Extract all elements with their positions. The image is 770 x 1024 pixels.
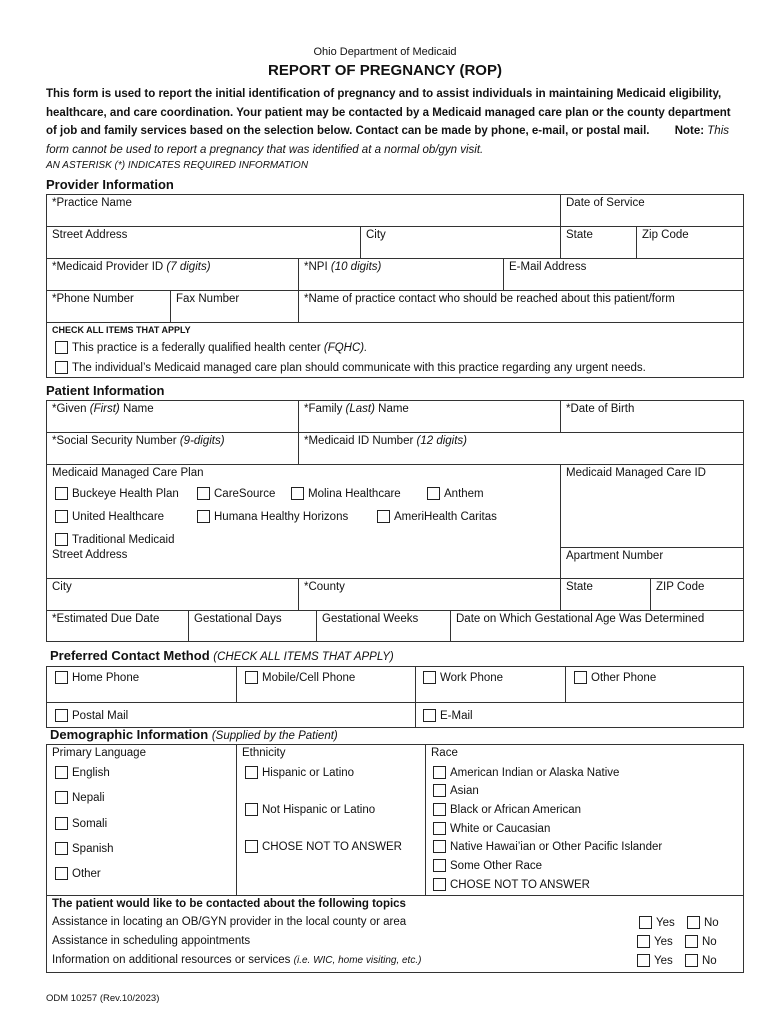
given-name-field[interactable]: *Given (First) Name bbox=[47, 401, 299, 433]
medicaid-provider-id-hint: (7 digits) bbox=[166, 261, 211, 273]
plan-buckeye-checkbox[interactable] bbox=[55, 487, 68, 500]
practice-contact-field[interactable]: *Name of practice contact who should be reached about this patient/form bbox=[299, 291, 743, 323]
gestational-date-field[interactable]: Date on Which Gestational Age Was Determined bbox=[456, 613, 705, 625]
race-asian-checkbox[interactable] bbox=[433, 784, 446, 797]
provider-phone-field[interactable]: *Phone Number bbox=[47, 291, 171, 323]
language-other-checkbox[interactable] bbox=[55, 867, 68, 880]
topic-ob-gyn-no-checkbox[interactable] bbox=[687, 916, 700, 929]
language-english-checkbox[interactable] bbox=[55, 766, 68, 779]
county-field[interactable]: *County bbox=[299, 579, 561, 611]
contact-section-title: Preferred Contact Method (CHECK ALL ITEMS THAT APPLY) bbox=[50, 648, 394, 663]
plan-traditional-checkbox[interactable] bbox=[55, 533, 68, 546]
ethnicity-not-hispanic-row[interactable]: Not Hispanic or Latino bbox=[245, 803, 375, 816]
plan-united-row[interactable]: United Healthcare bbox=[55, 510, 164, 523]
agency-name: Ohio Department of Medicaid bbox=[313, 46, 457, 58]
topic-ob-gyn-yes-row[interactable]: Yes bbox=[639, 916, 675, 929]
provider-email-field[interactable]: E-Mail Address bbox=[504, 259, 743, 291]
topics-title: The patient would like to be contacted about the following topics bbox=[52, 898, 406, 910]
contact-other-row[interactable]: Other Phone bbox=[574, 671, 656, 684]
intro-paragraph bbox=[46, 85, 736, 159]
plan-traditional-row[interactable]: Traditional Medicaid bbox=[55, 533, 174, 546]
contact-mobile-row[interactable]: Mobile/Cell Phone bbox=[245, 671, 355, 684]
plan-amerihealth-row[interactable]: AmeriHealth Caritas bbox=[377, 510, 497, 523]
contact-work-checkbox[interactable] bbox=[423, 671, 436, 684]
language-spanish-checkbox[interactable] bbox=[55, 842, 68, 855]
race-black-row[interactable]: Black or African American bbox=[433, 803, 581, 816]
family-name-field[interactable]: *Family (Last) Name bbox=[299, 401, 561, 433]
fqhc-label: This practice is a federally qualified health center (FQHC). bbox=[72, 341, 368, 354]
note-label: Note: bbox=[674, 125, 705, 137]
provider-section-title: Provider Information bbox=[46, 177, 174, 192]
plan-molina-row[interactable]: Molina Healthcare bbox=[291, 487, 401, 500]
language-spanish-row[interactable]: Spanish bbox=[55, 842, 114, 855]
medicaid-id-field[interactable]: *Medicaid ID Number (12 digits) bbox=[299, 433, 743, 465]
note-text: This form cannot be used to report a pregnancy that was identified at a normal ob/gyn visit. bbox=[46, 125, 730, 156]
required-note: AN ASTERISK (*) INDICATES REQUIRED INFORMATION bbox=[46, 160, 309, 171]
managed-care-id-field[interactable]: Medicaid Managed Care ID bbox=[566, 467, 706, 479]
due-date-field[interactable]: *Estimated Due Date bbox=[47, 611, 189, 642]
patient-info-grid bbox=[46, 400, 744, 642]
patient-zip-field[interactable]: ZIP Code bbox=[651, 579, 743, 611]
provider-state-field[interactable]: State bbox=[561, 227, 637, 259]
plan-amerihealth-checkbox[interactable] bbox=[377, 510, 390, 523]
topics-grid bbox=[46, 895, 744, 973]
provider-zip-field[interactable]: Zip Code bbox=[637, 227, 743, 259]
ssn-field[interactable]: *Social Security Number (9-digits) bbox=[47, 433, 299, 465]
race-white-checkbox[interactable] bbox=[433, 822, 446, 835]
demographic-section-title: Demographic Information (Supplied by the Patient) bbox=[50, 727, 338, 742]
plan-molina-checkbox[interactable] bbox=[291, 487, 304, 500]
ethnicity-hispanic-checkbox[interactable] bbox=[245, 766, 258, 779]
contact-postal-row[interactable]: Postal Mail bbox=[55, 709, 128, 722]
race-white-row[interactable]: White or Caucasian bbox=[433, 822, 550, 835]
language-somali-checkbox[interactable] bbox=[55, 817, 68, 830]
topic-resources-label: Information on additional resources or services (i.e. WIC, home visiting, etc.) bbox=[52, 954, 422, 966]
race-american-indian-row[interactable]: American Indian or Alaska Native bbox=[433, 766, 619, 779]
race-pacific-islander-checkbox[interactable] bbox=[433, 840, 446, 853]
contact-method-grid bbox=[46, 666, 744, 728]
race-other-checkbox[interactable] bbox=[433, 859, 446, 872]
mcp-communicate-checkbox[interactable] bbox=[55, 361, 68, 374]
race-american-indian-checkbox[interactable] bbox=[433, 766, 446, 779]
plan-anthem-checkbox[interactable] bbox=[427, 487, 440, 500]
topic-scheduling-yes-checkbox[interactable] bbox=[637, 935, 650, 948]
language-other-row[interactable]: Other bbox=[55, 867, 101, 880]
demographic-grid bbox=[46, 744, 744, 896]
race-no-answer-row[interactable]: CHOSE NOT TO ANSWER bbox=[433, 878, 590, 891]
topic-scheduling-label: Assistance in scheduling appointments bbox=[52, 935, 251, 947]
contact-email-row[interactable]: E-Mail bbox=[423, 709, 473, 722]
form-title: REPORT OF PREGNANCY (ROP) bbox=[268, 62, 502, 79]
topic-scheduling-no-row[interactable]: No bbox=[685, 935, 717, 948]
date-of-service-field[interactable]: Date of Service bbox=[561, 195, 743, 227]
topic-scheduling-no-checkbox[interactable] bbox=[685, 935, 698, 948]
apartment-field[interactable]: Apartment Number bbox=[561, 547, 743, 579]
race-column: Race bbox=[431, 747, 458, 759]
ethnicity-not-hispanic-checkbox[interactable] bbox=[245, 803, 258, 816]
topic-scheduling-yes-row[interactable]: Yes bbox=[637, 935, 673, 948]
contact-home-row[interactable]: Home Phone bbox=[55, 671, 139, 684]
intro-text: This form is used to report the initial identification of pregnancy and to assist individuals in maintaining Medicaid eligibility, healthcare, and care coordination. Your patient may be contacted by a Medicaid managed care plan or the county department of job and family services based on the selection below. Contact can be made by phone, e-mail, or postal mail. bbox=[46, 88, 731, 137]
date-of-birth-field[interactable]: *Date of Birth bbox=[561, 401, 743, 433]
language-nepali-checkbox[interactable] bbox=[55, 791, 68, 804]
provider-info-grid bbox=[46, 194, 744, 378]
patient-street-field[interactable]: Street Address bbox=[47, 547, 561, 579]
race-black-checkbox[interactable] bbox=[433, 803, 446, 816]
plan-caresource-row[interactable]: CareSource bbox=[197, 487, 275, 500]
contact-other-checkbox[interactable] bbox=[574, 671, 587, 684]
mcp-communicate-label: The individual’s Medicaid managed care plan should communicate with this practice regarding any urgent needs. bbox=[72, 361, 646, 374]
practice-name-field[interactable]: *Practice Name bbox=[47, 195, 561, 227]
ethnicity-column: Ethnicity bbox=[237, 745, 426, 895]
plan-united-checkbox[interactable] bbox=[55, 510, 68, 523]
npi-field[interactable] bbox=[299, 259, 504, 291]
fqhc-checkbox[interactable] bbox=[55, 341, 68, 354]
mcp-communicate-checkbox-row[interactable] bbox=[55, 361, 646, 374]
npi-hint: (10 digits) bbox=[330, 261, 382, 273]
race-other-row[interactable]: Some Other Race bbox=[433, 859, 542, 872]
check-all-title: CHECK ALL ITEMS THAT APPLY bbox=[52, 325, 191, 335]
ethnicity-no-answer-row[interactable]: CHOSE NOT TO ANSWER bbox=[245, 840, 402, 853]
topic-ob-gyn-label: Assistance in locating an OB/GYN provider in the local county or area bbox=[52, 916, 407, 928]
provider-street-field[interactable]: Street Address bbox=[47, 227, 361, 259]
medicaid-provider-id-label: *Medicaid Provider ID bbox=[52, 261, 164, 273]
topic-resources-no-checkbox[interactable] bbox=[685, 954, 698, 967]
contact-postal-checkbox[interactable] bbox=[55, 709, 68, 722]
form-id-footer: ODM 10257 (Rev.10/2023) bbox=[46, 993, 160, 1004]
topic-ob-gyn-yes-checkbox[interactable] bbox=[639, 916, 652, 929]
topic-ob-gyn-no-row[interactable]: No bbox=[687, 916, 719, 929]
language-nepali-row[interactable]: Nepali bbox=[55, 791, 105, 804]
gestational-days-field[interactable]: Gestational Days bbox=[189, 611, 317, 642]
language-somali-row[interactable]: Somali bbox=[55, 817, 107, 830]
patient-state-field[interactable]: State bbox=[561, 579, 651, 611]
race-asian-row[interactable]: Asian bbox=[433, 784, 479, 797]
fqhc-checkbox-row[interactable] bbox=[55, 341, 367, 354]
contact-work-row[interactable]: Work Phone bbox=[423, 671, 503, 684]
plan-buckeye-row[interactable]: Buckeye Health Plan bbox=[55, 487, 179, 500]
plan-humana-row[interactable]: Humana Healthy Horizons bbox=[197, 510, 348, 523]
language-column: Primary Language bbox=[47, 745, 237, 895]
topic-resources-no-row[interactable]: No bbox=[685, 954, 717, 967]
contact-home-checkbox[interactable] bbox=[55, 671, 68, 684]
language-english-row[interactable]: English bbox=[55, 766, 110, 779]
race-no-answer-checkbox[interactable] bbox=[433, 878, 446, 891]
provider-city-field[interactable]: City bbox=[361, 227, 561, 259]
ethnicity-hispanic-row[interactable]: Hispanic or Latino bbox=[245, 766, 354, 779]
topic-resources-yes-row[interactable]: Yes bbox=[637, 954, 673, 967]
plan-humana-checkbox[interactable] bbox=[197, 510, 210, 523]
gestational-weeks-field[interactable]: Gestational Weeks bbox=[317, 611, 451, 642]
provider-fax-field[interactable]: Fax Number bbox=[171, 291, 299, 323]
plan-caresource-checkbox[interactable] bbox=[197, 487, 210, 500]
contact-mobile-checkbox[interactable] bbox=[245, 671, 258, 684]
plan-anthem-row[interactable]: Anthem bbox=[427, 487, 484, 500]
patient-section-title: Patient Information bbox=[46, 383, 165, 398]
medicaid-provider-id-field[interactable] bbox=[47, 259, 299, 291]
ethnicity-no-answer-checkbox[interactable] bbox=[245, 840, 258, 853]
topic-resources-yes-checkbox[interactable] bbox=[637, 954, 650, 967]
patient-city-field[interactable]: City bbox=[47, 579, 299, 611]
contact-email-checkbox[interactable] bbox=[423, 709, 436, 722]
managed-care-plan-field: Medicaid Managed Care Plan bbox=[47, 465, 561, 549]
npi-label: *NPI bbox=[304, 261, 328, 273]
race-pacific-islander-row[interactable]: Native Hawai’ian or Other Pacific Islander bbox=[433, 840, 662, 853]
